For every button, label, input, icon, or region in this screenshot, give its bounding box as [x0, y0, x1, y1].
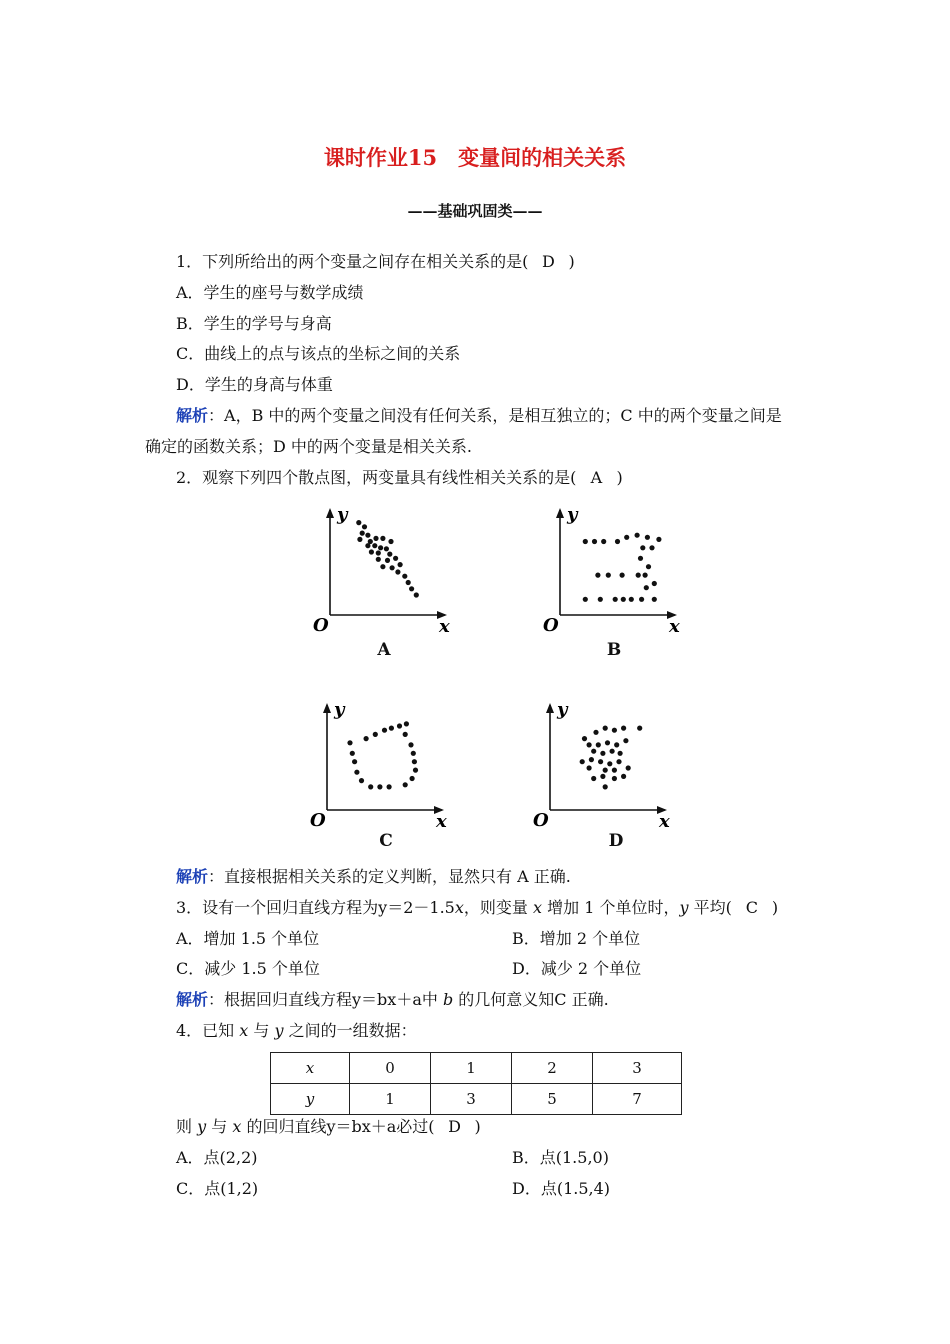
scatter-point — [639, 597, 644, 602]
scatter-point — [411, 751, 416, 756]
plot-label-a: A — [377, 640, 391, 660]
scatter-point — [408, 742, 413, 747]
scatter-point — [652, 597, 657, 602]
scatter-point — [376, 557, 381, 562]
y-axis-arrow — [546, 703, 554, 713]
q3-option-a: A．增加 1.5 个单位 — [176, 929, 320, 948]
origin-label: O — [313, 615, 329, 636]
table-row — [271, 1084, 682, 1115]
scatter-point — [414, 592, 419, 597]
scatter-point — [635, 533, 640, 538]
q1-analysis-line2: 确定的函数关系；D 中的两个变量是相关关系. — [145, 437, 473, 456]
scatter-point — [616, 759, 621, 764]
scatter-point — [610, 749, 615, 754]
table-cell: 0 — [350, 1053, 431, 1084]
q1-analysis-line1: 解析：A，B 中的两个变量之间没有任何关系，是相互独立的；C 中的两个变量之间是 — [176, 406, 782, 425]
y-axis-arrow — [556, 508, 564, 518]
scatter-point — [603, 726, 608, 731]
scatter-point — [640, 545, 645, 550]
scatter-point — [636, 573, 641, 578]
scatter-point — [580, 759, 585, 764]
analysis-label: 解析 — [176, 990, 209, 1009]
scatter-point — [603, 784, 608, 789]
q4-option-b: B．点(1.5,0) — [512, 1148, 609, 1167]
table-header-y: y — [271, 1084, 350, 1115]
table-cell: 5 — [512, 1084, 593, 1115]
y-axis-label: y — [567, 504, 578, 525]
scatter-point — [606, 573, 611, 578]
scatter-point — [377, 784, 382, 789]
scatter-point — [389, 726, 394, 731]
scatter-point — [601, 539, 606, 544]
scatter-point — [598, 597, 603, 602]
scatter-point — [614, 742, 619, 747]
plot-label-c: C — [379, 831, 393, 851]
scatter-point — [376, 550, 381, 555]
plot-label-d: D — [608, 831, 624, 851]
scatter-point — [620, 573, 625, 578]
scatter-plot-b — [535, 500, 695, 640]
q1-option-d: D．学生的身高与体重 — [176, 375, 333, 394]
scatter-point — [403, 782, 408, 787]
scatter-point — [613, 597, 618, 602]
scatter-point — [368, 784, 373, 789]
scatter-point — [380, 564, 385, 569]
scatter-point — [365, 533, 370, 538]
scatter-point — [359, 778, 364, 783]
y-axis-arrow — [323, 703, 331, 713]
table-cell: 3 — [431, 1084, 512, 1115]
scatter-point — [409, 586, 414, 591]
scatter-point — [357, 537, 362, 542]
q2-analysis: 解析：直接根据相关关系的定义判断，显然只有 A 正确. — [176, 867, 571, 886]
scatter-point — [637, 726, 642, 731]
x-axis-label: x — [436, 811, 447, 832]
q3-answer: C — [745, 898, 758, 917]
scatter-point — [612, 728, 617, 733]
analysis-label: 解析 — [176, 867, 209, 886]
scatter-point — [649, 545, 654, 550]
table-header-x: x — [271, 1053, 350, 1084]
scatter-point — [372, 543, 377, 548]
x-axis-label: x — [439, 616, 450, 637]
scatter-point — [583, 597, 588, 602]
q4-option-a: A．点(2,2) — [176, 1148, 258, 1167]
scatter-point — [378, 545, 383, 550]
scatter-point — [365, 543, 370, 548]
scatter-point — [397, 723, 402, 728]
scatter-point — [600, 774, 605, 779]
scatter-point — [615, 539, 620, 544]
scatter-point — [598, 759, 603, 764]
q2-answer: A — [590, 468, 603, 487]
y-axis-arrow — [326, 508, 334, 518]
scatter-point — [645, 535, 650, 540]
scatter-point — [382, 728, 387, 733]
q3-analysis: 解析：根据回归直线方程y＝bx＋a中 b 的几何意义知C 正确. — [176, 990, 609, 1009]
origin-label: O — [533, 810, 549, 831]
q4-option-d: D．点(1.5,4) — [512, 1179, 611, 1198]
q1-option-c: C．曲线上的点与该点的坐标之间的关系 — [176, 344, 461, 363]
scatter-point — [629, 597, 634, 602]
scatter-point — [388, 539, 393, 544]
scatter-point — [583, 539, 588, 544]
scatter-point — [607, 761, 612, 766]
q4-option-c: C．点(1,2) — [176, 1179, 259, 1198]
scatter-point — [593, 730, 598, 735]
scatter-point — [603, 768, 608, 773]
scatter-point — [393, 556, 398, 561]
q1-stem: 1．下列所给出的两个变量之间存在相关关系的是( D ) — [176, 252, 575, 271]
scatter-point — [591, 776, 596, 781]
scatter-point — [600, 751, 605, 756]
q3-option-d: D．减少 2 个单位 — [512, 959, 642, 978]
scatter-plot-c — [302, 695, 462, 835]
scatter-point — [587, 765, 592, 770]
page-title: 课时作业15 变量间的相关关系 — [323, 145, 627, 170]
scatter-point — [403, 732, 408, 737]
scatter-point — [644, 585, 649, 590]
scatter-point — [624, 535, 629, 540]
scatter-point — [612, 776, 617, 781]
scatter-point — [596, 742, 601, 747]
scatter-point — [387, 784, 392, 789]
table-cell: 3 — [593, 1053, 682, 1084]
y-axis-label: y — [337, 504, 348, 525]
scatter-point — [364, 736, 369, 741]
scatter-point — [347, 740, 352, 745]
scatter-point — [413, 768, 418, 773]
scatter-point — [352, 759, 357, 764]
scatter-point — [412, 759, 417, 764]
scatter-point — [646, 564, 651, 569]
scatter-point — [350, 751, 355, 756]
scatter-point — [621, 597, 626, 602]
table-cell: 2 — [512, 1053, 593, 1084]
scatter-point — [618, 751, 623, 756]
scatter-plot-a — [305, 500, 465, 640]
x-axis-label: x — [659, 811, 670, 832]
scatter-point — [384, 546, 389, 551]
origin-label: O — [543, 615, 559, 636]
scatter-point — [373, 536, 378, 541]
scatter-point — [385, 558, 390, 563]
q3-option-b: B．增加 2 个单位 — [512, 929, 641, 948]
scatter-point — [406, 580, 411, 585]
scatter-point — [390, 565, 395, 570]
scatter-point — [587, 742, 592, 747]
scatter-point — [582, 736, 587, 741]
scatter-point — [356, 520, 361, 525]
scatter-point — [398, 562, 403, 567]
scatter-point — [626, 765, 631, 770]
q1-answer: D — [542, 252, 555, 271]
scatter-point — [410, 776, 415, 781]
table-cell: 7 — [593, 1084, 682, 1115]
scatter-point — [605, 740, 610, 745]
scatter-point — [592, 539, 597, 544]
scatter-point — [373, 732, 378, 737]
scatter-point — [402, 574, 407, 579]
q3-option-c: C．减少 1.5 个单位 — [176, 959, 320, 978]
scatter-point — [621, 774, 626, 779]
scatter-point — [656, 537, 661, 542]
q4-answer: D — [448, 1117, 461, 1136]
plot-label-b: B — [606, 640, 622, 660]
q1-option-b: B．学生的学号与身高 — [176, 314, 332, 333]
scatter-point — [643, 573, 648, 578]
scatter-point — [369, 549, 374, 554]
scatter-point — [621, 726, 626, 731]
table-cell: 1 — [431, 1053, 512, 1084]
scatter-point — [360, 531, 365, 536]
q4-stem: 4．已知 x 与 y 之间的一组数据： — [176, 1021, 417, 1040]
scatter-point — [395, 569, 400, 574]
table-cell: 1 — [350, 1084, 431, 1115]
scatter-plot-d — [525, 695, 685, 835]
y-axis-label: y — [334, 699, 345, 720]
scatter-point — [354, 770, 359, 775]
q1-option-a: A．学生的座号与数学成绩 — [176, 283, 364, 302]
section-heading: ——基础巩固类—— — [407, 202, 543, 220]
scatter-point — [387, 552, 392, 557]
scatter-point — [595, 573, 600, 578]
y-axis-label: y — [557, 699, 568, 720]
scatter-point — [380, 536, 385, 541]
scatter-point — [404, 721, 409, 726]
analysis-label: 解析 — [176, 406, 209, 425]
scatter-point — [652, 581, 657, 586]
scatter-point — [623, 738, 628, 743]
data-table — [270, 1052, 682, 1115]
scatter-point — [638, 556, 643, 561]
origin-label: O — [310, 810, 326, 831]
table-row — [271, 1053, 682, 1084]
q4-question-line: 则 y 与 x 的回归直线y＝bx＋a必过( D ) — [176, 1117, 481, 1136]
scatter-point — [362, 524, 367, 529]
scatter-point — [591, 749, 596, 754]
q3-stem: 3．设有一个回归直线方程为y＝2－1.5x，则变量 x 增加 1 个单位时，y 平均( C ) — [176, 898, 779, 917]
q2-stem: 2．观察下列四个散点图，两变量具有线性相关关系的是( A ) — [176, 468, 623, 487]
scatter-point — [589, 757, 594, 762]
scatter-point — [612, 768, 617, 773]
x-axis-label: x — [669, 616, 680, 637]
